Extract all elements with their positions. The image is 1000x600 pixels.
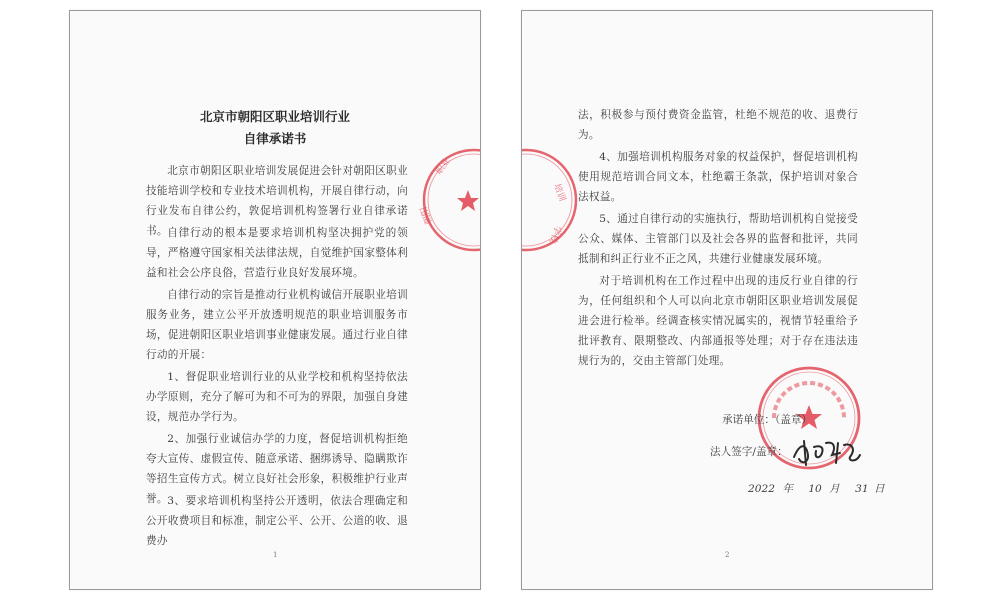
commitment-item-1: 1、督促职业培训行业的从业学校和机构坚持依法办学原则，充分了解可为和不可为的界限，加强自身建设，规范办学行为。 <box>146 371 408 423</box>
date-day: 31 <box>855 483 869 495</box>
principle-paragraph: 自律行动的根本是要求培训机构坚决拥护党的领导，严格遵守国家相关法律法规，自觉维护国家整体利益和社会公序良俗，营造行业良好发展环境。 <box>146 227 408 279</box>
date-month: 10 <box>808 483 822 495</box>
date-year-unit: 年 <box>782 483 793 495</box>
document-page-1 <box>69 10 481 590</box>
svg-text:朝阳: 朝阳 <box>419 205 435 226</box>
document-page-2 <box>521 10 933 590</box>
svg-text:学校: 学校 <box>547 223 563 245</box>
page-number: 2 <box>725 551 730 559</box>
svg-text:职业: 职业 <box>434 156 453 177</box>
date-month-unit: 月 <box>829 483 840 495</box>
document-title-line-1: 北京市朝阳区职业培训行业 <box>199 109 350 124</box>
stamp-unit-label: 承诺单位：（盖章） <box>722 414 813 426</box>
legal-signature-label: 法人签字/盖章： <box>710 446 788 458</box>
commitment-item-2: 2、加强行业诚信办学的力度，督促培训机构拒绝夸大宣传、虚假宣传、随意承诺、捆绑诱导、隐瞒欺诈等招生宣传方式。树立良好社会形象，积极维护行业声誉。 <box>146 433 408 505</box>
signed-date <box>748 481 885 496</box>
commitment-item-5: 5、通过自律行动的实施执行，帮助培训机构自觉接受公众、媒体、主管部门以及社会各界的监督和批评，共同抵制和纠正行业不正之风，共建行业健康发展环境。 <box>578 213 858 265</box>
date-year: 2022 <box>748 483 775 495</box>
commitment-item-3: 3、要求培训机构坚持公开透明，依法合理确定和公开收费项目和标准，制定公平、公开、公道的收、退费办 <box>146 495 408 547</box>
svg-text:培训: 培训 <box>551 182 567 203</box>
reporting-paragraph: 对于培训机构在工作过程中出现的违反行业自律的行为，任何组织和个人可以向北京市朝阳区职业培训发展促进会进行检举。经调查核实情况属实的，视情节轻重给予批评教育、限期整改、内部通报等处理；对于存在违法违规行为的，交由主管部门处理。 <box>578 275 858 367</box>
handwritten-signature <box>790 435 862 469</box>
date-day-unit: 日 <box>874 483 885 495</box>
document-title-line-2: 自律承诺书 <box>243 131 307 146</box>
partial-seal-icon <box>410 145 480 255</box>
commitment-item-4: 4、加强培训机构服务对象的权益保护，督促培训机构使用规范培训合同文本，杜绝霸王条款，保护培训对象合法权益。 <box>578 151 858 203</box>
purpose-paragraph: 自律行动的宗旨是推动行业机构诚信开展职业培训服务业务，建立公平开放透明规范的职业培训服务市场，促进朝阳区职业培训事业健康发展。通过行业自律行动的开展： <box>146 289 408 361</box>
refund-continuation: 法，积极参与预付费资金监管，杜绝不规范的收、退费行为。 <box>578 109 858 141</box>
intro-paragraph: 北京市朝阳区职业培训发展促进会针对朝阳区职业技能培训学校和专业技术培训机构，开展自律行动，向行业发布自律公约，敦促培训机构签署行业自律承诺书。 <box>146 165 408 237</box>
page-number: 1 <box>273 551 278 559</box>
